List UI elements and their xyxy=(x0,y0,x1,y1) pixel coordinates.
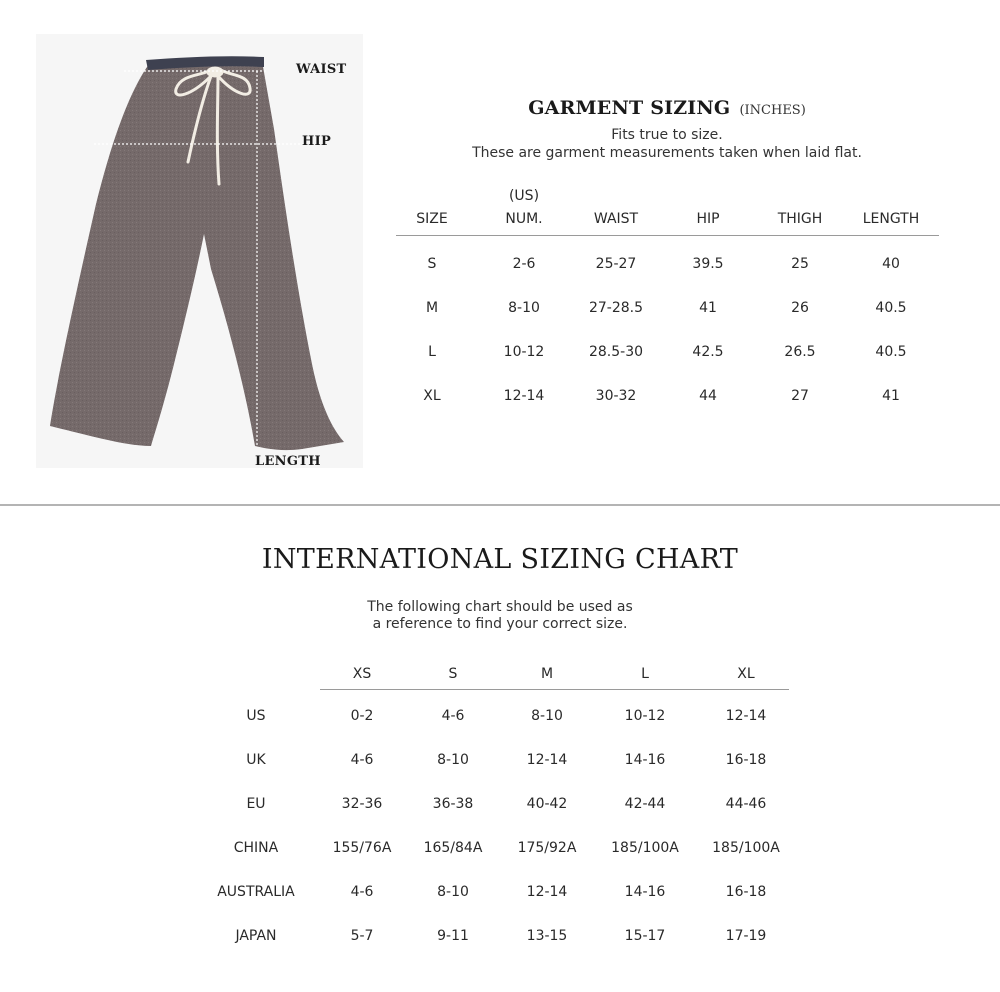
table-row-eu xyxy=(0,796,1000,816)
table-row xyxy=(396,388,939,432)
cell-waist: 30-32 xyxy=(595,388,637,404)
cell-m: 12-14 xyxy=(526,884,568,900)
col-l: L xyxy=(641,666,649,682)
cell-l: 185/100A xyxy=(611,840,679,856)
cell-m: 175/92A xyxy=(517,840,577,856)
cell-length: 41 xyxy=(882,388,900,404)
table-row xyxy=(396,344,939,388)
cell-xs: 32-36 xyxy=(341,796,383,812)
cell-waist: 28.5-30 xyxy=(588,344,644,360)
subtitle-line-2: a reference to find your correct size. xyxy=(372,616,628,632)
cell-xs: 155/76A xyxy=(332,840,392,856)
cell-xs: 4-6 xyxy=(350,884,374,900)
cell-thigh: 26.5 xyxy=(784,344,816,360)
cell-num: 2-6 xyxy=(512,256,536,272)
cell-s: 4-6 xyxy=(441,708,465,724)
cell-length: 40.5 xyxy=(875,344,907,360)
cell-length: 40 xyxy=(882,256,900,272)
col-size: SIZE xyxy=(416,211,448,227)
region-label: AUSTRALIA xyxy=(217,884,295,900)
hip-label: HIP xyxy=(302,134,332,149)
region-label: EU xyxy=(246,796,266,812)
region-label: US xyxy=(246,708,266,724)
region-label: CHINA xyxy=(233,840,279,856)
cell-size: S xyxy=(427,256,437,272)
cell-l: 14-16 xyxy=(624,752,666,768)
col-m: M xyxy=(540,666,554,682)
cell-thigh: 25 xyxy=(791,256,809,272)
cell-m: 12-14 xyxy=(526,752,568,768)
region-label: UK xyxy=(246,752,266,768)
cell-xl: 12-14 xyxy=(725,708,767,724)
cell-thigh: 26 xyxy=(791,300,809,316)
cell-s: 165/84A xyxy=(423,840,483,856)
cell-xs: 4-6 xyxy=(350,752,374,768)
cell-xs: 0-2 xyxy=(350,708,374,724)
cell-num: 10-12 xyxy=(503,344,545,360)
cell-thigh: 27 xyxy=(791,388,809,404)
cell-l: 14-16 xyxy=(624,884,666,900)
cell-hip: 42.5 xyxy=(692,344,724,360)
international-table-header xyxy=(320,664,789,690)
cell-size: L xyxy=(428,344,436,360)
table-row-us xyxy=(0,708,1000,728)
table-row-japan xyxy=(0,928,1000,948)
cell-xl: 17-19 xyxy=(725,928,767,944)
col-thigh: THIGH xyxy=(777,211,823,227)
col-waist: WAIST xyxy=(593,211,639,227)
col-hip: HIP xyxy=(696,211,720,227)
cell-waist: 25-27 xyxy=(595,256,637,272)
cell-s: 8-10 xyxy=(437,884,469,900)
cell-s: 36-38 xyxy=(432,796,474,812)
international-sizing-title: INTERNATIONAL SIZING CHART xyxy=(261,544,739,575)
cell-l: 15-17 xyxy=(624,928,666,944)
unit-label: (INCHES) xyxy=(739,103,806,118)
cell-length: 40.5 xyxy=(875,300,907,316)
cell-l: 42-44 xyxy=(624,796,666,812)
cell-xl: 16-18 xyxy=(725,884,767,900)
cell-hip: 44 xyxy=(699,388,717,404)
cell-size: M xyxy=(425,300,439,316)
cell-num: 12-14 xyxy=(503,388,545,404)
garment-sizing-subtitle xyxy=(396,126,938,162)
waist-label: WAIST xyxy=(296,62,347,77)
col-length: LENGTH xyxy=(862,211,920,227)
cell-m: 8-10 xyxy=(531,708,563,724)
cell-hip: 41 xyxy=(699,300,717,316)
cell-xl: 16-18 xyxy=(725,752,767,768)
subtitle-line-1: Fits true to size. xyxy=(611,127,723,143)
cell-m: 13-15 xyxy=(526,928,568,944)
cell-m: 40-42 xyxy=(526,796,568,812)
garment-sizing-heading: GARMENT SIZING xyxy=(528,97,731,119)
cell-xl: 185/100A xyxy=(712,840,780,856)
col-num: NUM. xyxy=(505,211,543,227)
cell-num: 8-10 xyxy=(508,300,540,316)
cell-waist: 27-28.5 xyxy=(588,300,644,316)
col-num-sup: (US) xyxy=(508,188,540,204)
col-xl: XL xyxy=(737,666,755,682)
section-divider xyxy=(0,504,1000,506)
cell-l: 10-12 xyxy=(624,708,666,724)
region-label: JAPAN xyxy=(235,928,277,944)
garment-sizing-title xyxy=(396,97,938,119)
subtitle-line-1: The following chart should be used as xyxy=(367,599,633,615)
cell-xs: 5-7 xyxy=(350,928,374,944)
table-header xyxy=(396,186,939,236)
cell-hip: 39.5 xyxy=(692,256,724,272)
garment-photo xyxy=(36,34,363,468)
col-s: S xyxy=(448,666,458,682)
cell-size: XL xyxy=(423,388,441,404)
table-row xyxy=(396,300,939,344)
col-xs: XS xyxy=(352,666,372,682)
table-row-australia xyxy=(0,884,1000,904)
cell-s: 8-10 xyxy=(437,752,469,768)
garment-sizing-table xyxy=(396,186,939,404)
table-row-uk xyxy=(0,752,1000,772)
trousers-illustration xyxy=(36,34,363,468)
subtitle-line-2: These are garment measurements taken when laid flat. xyxy=(472,145,862,161)
table-row-china xyxy=(0,840,1000,860)
length-label: LENGTH xyxy=(255,454,321,469)
international-sizing-subtitle xyxy=(0,599,1000,633)
cell-xl: 44-46 xyxy=(725,796,767,812)
cell-s: 9-11 xyxy=(437,928,469,944)
table-row xyxy=(396,256,939,300)
